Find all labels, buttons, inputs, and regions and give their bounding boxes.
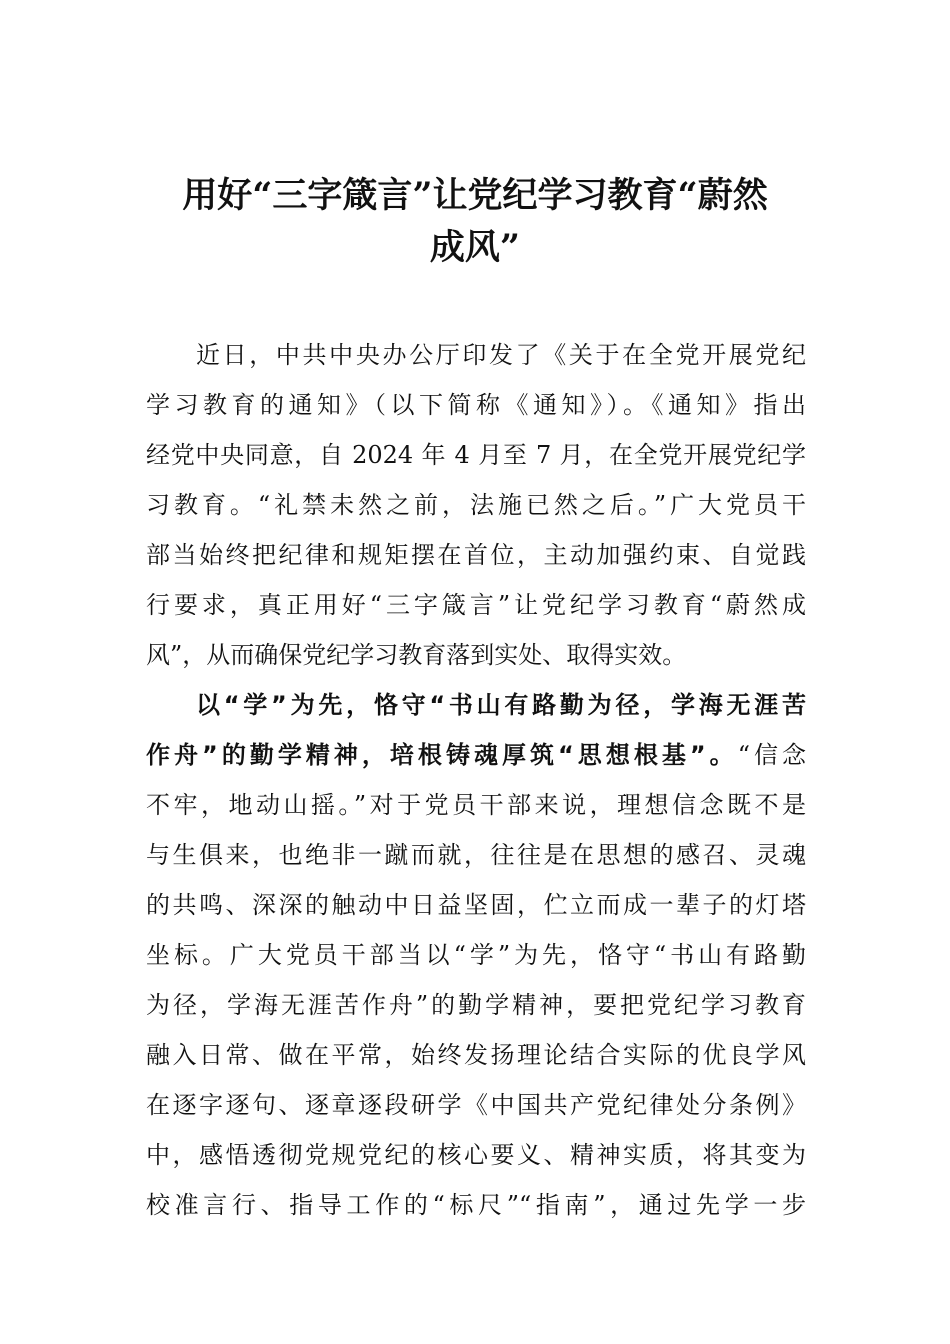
paragraph-line: 风”，从而确保党纪学习教育落到实处、取得实效。 [146, 641, 687, 669]
paragraph-text: “信念 [737, 741, 806, 769]
document-title [150, 170, 800, 274]
paragraph-line: 习教育。“礼禁未然之前，法施已然之后。”广大党员干 [146, 491, 806, 519]
paragraph-line [146, 730, 806, 780]
section-heading-line: 作舟”的勤学精神，培根铸魂厚筑“思想根基”。 [146, 741, 738, 769]
paragraph-line: 中，感悟透彻党规党纪的核心要义、精神实质，将其变为 [146, 1141, 806, 1169]
paragraph-2 [146, 680, 806, 1230]
paragraph-line: 行要求，真正用好“三字箴言”让党纪学习教育“蔚然成 [146, 591, 806, 619]
paragraph-line: 与生俱来，也绝非一蹴而就，往往是在思想的感召、灵魂 [146, 841, 806, 869]
paragraph-line: 坐标。广大党员干部当以“学”为先，恪守“书山有路勤 [146, 941, 806, 969]
title-line-1: 用好“三字箴言”让党纪学习教育“蔚然 [182, 175, 768, 216]
paragraph-1 [146, 330, 806, 680]
paragraph-line: 在逐字逐句、逐章逐段研学《中国共产党纪律处分条例》 [146, 1091, 806, 1119]
paragraph-line: 为径，学海无涯苦作舟”的勤学精神，要把党纪学习教育 [146, 991, 806, 1019]
paragraph-line: 不牢，地动山摇。”对于党员干部来说，理想信念既不是 [146, 791, 806, 819]
document-body [146, 330, 806, 1230]
paragraph-line: 的共鸣、深深的触动中日益坚固，伫立而成一辈子的灯塔 [146, 891, 806, 919]
paragraph-line: 校准言行、指导工作的“标尺”“指南”，通过先学一步 [146, 1191, 806, 1219]
paragraph-line: 经党中央同意，自 2024 年 4 月至 7 月，在全党开展党纪学 [146, 441, 806, 469]
paragraph-line: 学习教育的通知》（以下简称《通知》）。《通知》指出 [146, 391, 806, 419]
paragraph-line: 近日，中共中央办公厅印发了《关于在全党开展党纪 [196, 341, 806, 369]
title-line-2: 成风” [429, 227, 521, 268]
section-heading-line: 以“学”为先，恪守“书山有路勤为径，学海无涯苦 [196, 691, 806, 719]
paragraph-line: 部当始终把纪律和规矩摆在首位，主动加强约束、自觉践 [146, 541, 806, 569]
paragraph-line: 融入日常、做在平常，始终发扬理论结合实际的优良学风 [146, 1041, 806, 1069]
